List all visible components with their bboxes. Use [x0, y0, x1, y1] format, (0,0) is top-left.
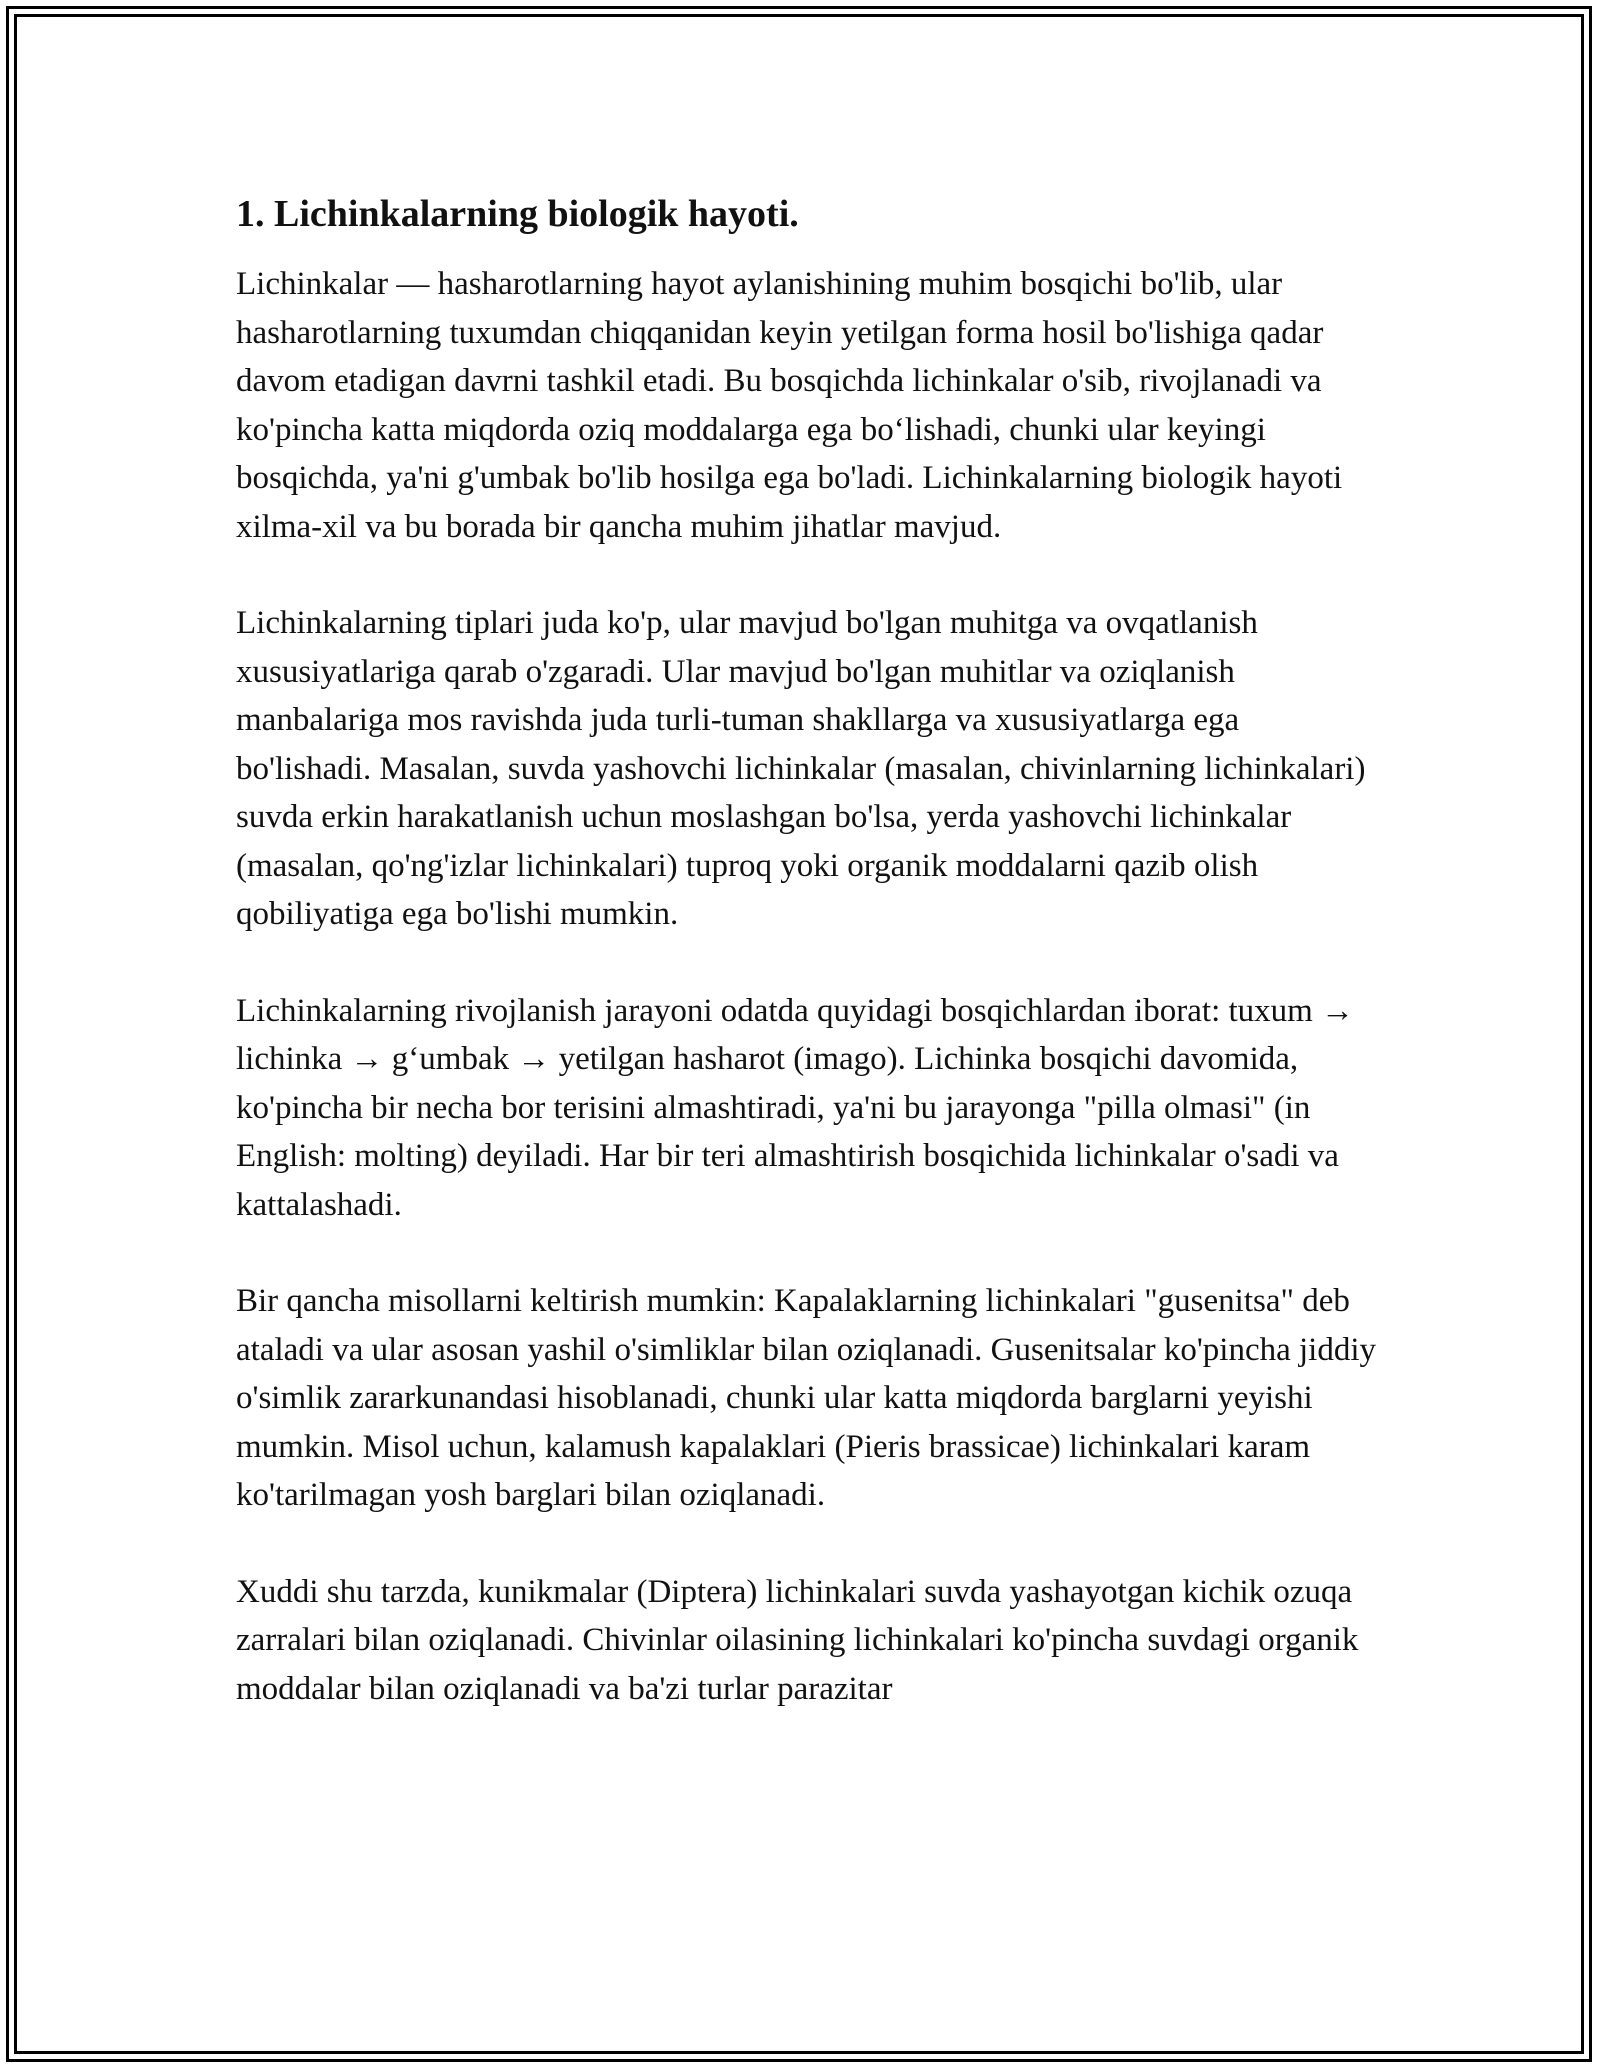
document-body — [236, 188, 1376, 1713]
paragraph-5: Xuddi shu tarzda, kunikmalar (Diptera) lichinkalari suvda yashayotgan kichik ozuqa zarralari bilan oziqlanadi. Chivinlar oilasining lichinkalari ko'pincha suvdagi organik moddalar bilan oziqlanadi va ba'zi turlar parazitar — [236, 1573, 1359, 1707]
paragraph-1: Lichinkalar — hasharotlarning hayot aylanishining muhim bosqichi bo'lib, ular hasharotlarning tuxumdan chiqqanidan keyin yetilgan forma hosil bo'lishiga qadar davom etadigan davrni tashkil etadi. Bu bosqichda lichinkalar o'sib, rivojlanadi va ko'pincha katta miqdorda oziq moddalarga ega bo‘lishadi, chunki ular keyingi bosqichda, ya'ni g'umbak bo'lib hosilga ega bo'ladi. Lichinkalarning biologik hayoti xilma-xil va bu borada bir qancha muhim jihatlar mavjud. — [236, 266, 1343, 545]
paragraph-2: Lichinkalarning tiplari juda ko'p, ular mavjud bo'lgan muhitga va ovqatlanish xususiyatlariga qarab o'zgaradi. Ular mavjud bo'lgan muhitlar va oziqlanish manbalariga mos ravishda juda turli-tuman shakllarga va xususiyatlarga ega bo'lishadi. Masalan, suvda yashovchi lichinkalar (masalan, chivinlarning lichinkalari) suvda erkin harakatlanish uchun moslashgan bo'lsa, yerda yashovchi lichinkalar (masalan, qo'ng'izlar lichinkalari) tuproq yoki organik moddalarni qazib olish qobiliyatiga ega bo'lishi mumkin. — [236, 605, 1366, 932]
paragraph-3: Lichinkalarning rivojlanish jarayoni odatda quyidagi bosqichlardan iborat: tuxum → lichinka → g‘umbak → yetilgan hasharot (imago). Lichinka bosqichi davomida, ko'pincha bir necha bor terisini almashtiradi, ya'ni bu jarayonga "pilla olmasi" (in English: molting) deyiladi. Har bir teri almashtirish bosqichida lichinkalar o'sadi va kattalashadi. — [236, 992, 1355, 1223]
section-heading: 1. Lichinkalarning biologik hayoti. — [236, 193, 799, 235]
paragraph-4: Bir qancha misollarni keltirish mumkin: Kapalaklarning lichinkalari "gusenitsa" deb ataladi va ular asosan yashil o'simliklar bilan oziqlanadi. Gusenitsalar ko'pincha jiddiy o'simlik zararkunandasi hisoblanadi, chunki ular katta miqdorda barglarni yeyishi mumkin. Misol uchun, kalamush kapalaklari (Pieris brassicae) lichinkalari karam ko'tarilmagan yosh barglari bilan oziqlanadi. — [236, 1283, 1377, 1513]
